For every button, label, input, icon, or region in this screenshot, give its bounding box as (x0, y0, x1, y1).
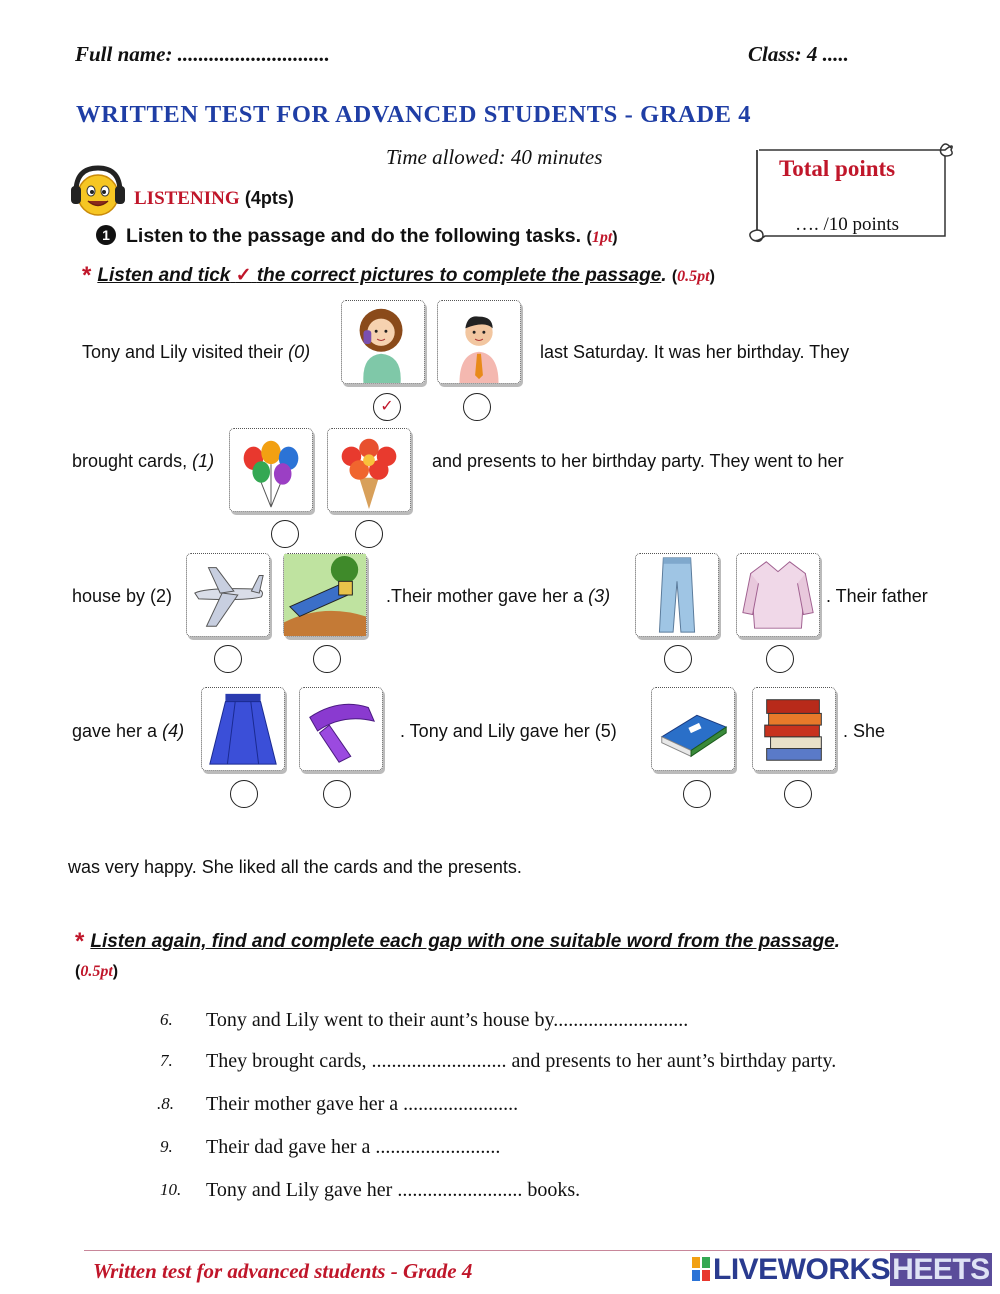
skirt-picture-icon[interactable] (201, 687, 285, 771)
headphones-smiley-icon (68, 162, 128, 222)
question-text[interactable]: Their mother gave her a ....................... (206, 1093, 519, 1115)
class-field: Class: 4 ..... (748, 42, 849, 66)
page-title: WRITTEN TEST FOR ADVANCED STUDENTS - GRADE 4 (76, 101, 752, 128)
part2-points: 0.5pt (80, 963, 113, 980)
answer-circle-3a[interactable] (664, 645, 692, 673)
question-number: 7. (160, 1051, 173, 1070)
question-number: 10. (160, 1180, 182, 1199)
question-number: .8. (157, 1094, 174, 1113)
question-text[interactable]: Tony and Lily went to their aunt’s house by........................... (206, 1009, 689, 1031)
answer-circle-4b[interactable] (323, 780, 351, 808)
uncle-picture-icon[interactable] (437, 300, 521, 384)
passage-line-0-end: last Saturday. It was her birthday. They (540, 342, 850, 362)
task1-points: 1pt (591, 229, 613, 246)
passage-line-2: house by (2) (72, 586, 173, 606)
question-text[interactable]: Tony and Lily gave her ......................... books. (206, 1179, 581, 1201)
passage-line-3-end: . She (843, 721, 886, 741)
total-points-value[interactable]: …. /10 points (795, 214, 899, 235)
blouse-picture-icon[interactable] (736, 553, 820, 637)
footer-divider (84, 1250, 920, 1251)
answer-circle-5b[interactable] (784, 780, 812, 808)
one-book-picture-icon[interactable] (651, 687, 735, 771)
answer-circle-0b[interactable] (463, 393, 491, 421)
answer-circle-4a[interactable] (230, 780, 258, 808)
scarf-picture-icon[interactable] (299, 687, 383, 771)
answer-circle-2b[interactable] (313, 645, 341, 673)
question-number: 9. (160, 1137, 173, 1156)
part1-instruction: * Listen and tick ✓ the correct pictures to complete the passage. (0.5pt) (82, 262, 715, 289)
listening-points: (4pts) (244, 188, 294, 208)
question-text[interactable]: Their dad gave her a ......................... (206, 1136, 501, 1158)
passage-line-1-end: and presents to her birthday party. They went to her (432, 451, 844, 471)
total-points-box (745, 138, 957, 254)
listening-heading (134, 188, 294, 210)
train-picture-icon[interactable] (283, 553, 367, 637)
task1-heading: 1 Listen to the passage and do the following tasks. (1pt) (96, 225, 618, 248)
passage-line-4: was very happy. She liked all the cards and the presents. (68, 857, 522, 877)
task-number-badge: 1 (96, 225, 116, 245)
balloons-picture-icon[interactable] (229, 428, 313, 512)
passage-line-3-mid: . Tony and Lily gave her (5) (400, 721, 617, 741)
question-number: 6. (160, 1010, 173, 1029)
tick-icon: ✓ (235, 265, 252, 286)
answer-circle-0a[interactable]: ✓ (373, 393, 401, 421)
answer-circle-5a[interactable] (683, 780, 711, 808)
task1-text: Listen to the passage and do the following tasks. (126, 225, 582, 247)
answer-circle-1b[interactable] (355, 520, 383, 548)
star-icon: * (75, 928, 85, 955)
flowers-picture-icon[interactable] (327, 428, 411, 512)
total-points-label: Total points (779, 156, 896, 181)
passage-line-0: Tony and Lily visited their (0) (82, 342, 311, 362)
passage-line-2-mid: .Their mother gave her a (3) (386, 586, 611, 606)
passage-line-1: brought cards, (1) (72, 451, 215, 471)
question-text[interactable]: They brought cards, ........................... and presents to her aunt’s birthday party. (206, 1050, 837, 1072)
jeans-picture-icon[interactable] (635, 553, 719, 637)
part1-points: 0.5pt (677, 268, 710, 285)
books-pile-picture-icon[interactable] (752, 687, 836, 771)
liveworksheets-logo: LIVEWORKSHEETS (692, 1253, 992, 1287)
passage-line-3: gave her a (4) (72, 721, 185, 741)
aunt-picture-icon[interactable] (341, 300, 425, 384)
liveworksheets-icon (692, 1255, 710, 1279)
part2-points-wrap: (0.5pt) (75, 963, 119, 980)
answer-circle-2a[interactable] (214, 645, 242, 673)
listening-label: LISTENING (134, 188, 240, 209)
footer-text: Written test for advanced students - Grade 4 (93, 1259, 473, 1283)
star-icon: * (82, 262, 92, 289)
answer-circle-3b[interactable] (766, 645, 794, 673)
time-allowed: Time allowed: 40 minutes (386, 145, 603, 169)
passage-line-2-end: . Their father (826, 586, 928, 606)
plane-picture-icon[interactable] (186, 553, 270, 637)
full-name-field: Full name: ............................. (75, 42, 330, 66)
part2-instruction: * Listen again, find and complete each gap with one suitable word from the passage. (75, 928, 840, 955)
answer-circle-1a[interactable] (271, 520, 299, 548)
